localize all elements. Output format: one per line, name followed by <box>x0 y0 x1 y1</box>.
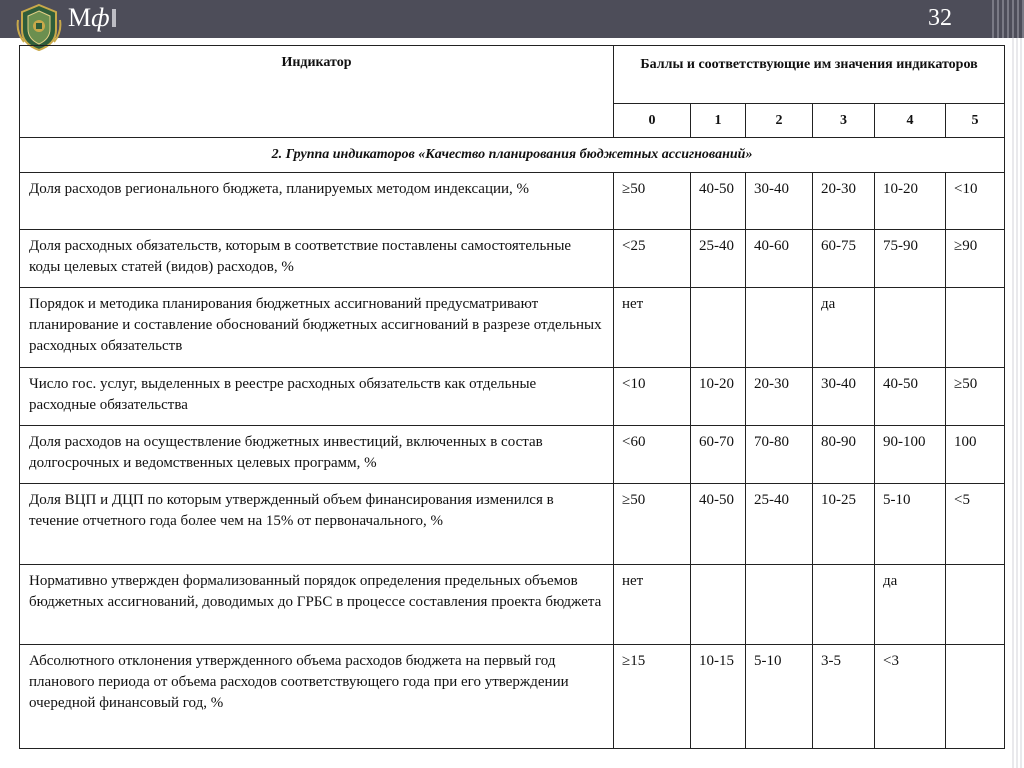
indicator-cell: Порядок и методика планирования бюджетных ассигнований предусматривают планирование и составление обоснований бюджетных ассигнований в разрезе отдельных расходных обязательств <box>20 288 614 368</box>
value-cell: <10 <box>946 173 1005 230</box>
table-row <box>20 426 1005 484</box>
value-cell: ≥50 <box>614 484 691 565</box>
value-cell: <5 <box>946 484 1005 565</box>
value-cell: 5-10 <box>746 645 813 749</box>
value-cell: 60-70 <box>691 426 746 484</box>
value-cell: 3-5 <box>813 645 875 749</box>
value-cell: 5-10 <box>875 484 946 565</box>
indicator-cell: Доля расходов на осуществление бюджетных инвестиций, включенных в состав долгосрочных и ведомственных целевых программ, % <box>20 426 614 484</box>
value-cell: 25-40 <box>746 484 813 565</box>
group-title: 2. Группа индикаторов «Качество планирования бюджетных ассигнований» <box>20 138 1005 173</box>
value-cell: ≥50 <box>614 173 691 230</box>
value-cell: 10-25 <box>813 484 875 565</box>
value-cell: да <box>813 288 875 368</box>
indicator-cell: Нормативно утвержден формализованный порядок определения предельных объемов бюджетных ассигнований, доводимых до ГРБС в процессе составления проекта бюджета <box>20 565 614 645</box>
value-cell <box>875 288 946 368</box>
value-cell <box>813 565 875 645</box>
score-header-1: 1 <box>691 104 746 138</box>
value-cell: 20-30 <box>746 368 813 426</box>
value-cell: 25-40 <box>691 230 746 288</box>
value-cell: ≥50 <box>946 368 1005 426</box>
value-cell: 20-30 <box>813 173 875 230</box>
value-cell: 100 <box>946 426 1005 484</box>
value-cell: 30-40 <box>746 173 813 230</box>
table-row <box>20 288 1005 368</box>
slide-number: 32 <box>928 5 952 31</box>
value-cell: 40-50 <box>691 173 746 230</box>
value-cell: 60-75 <box>813 230 875 288</box>
score-header-4: 4 <box>875 104 946 138</box>
value-cell: 40-50 <box>875 368 946 426</box>
score-header-5: 5 <box>946 104 1005 138</box>
indicator-cell: Доля расходов регионального бюджета, планируемых методом индексации, % <box>20 173 614 230</box>
indicator-table <box>19 45 1005 749</box>
value-cell: <25 <box>614 230 691 288</box>
table-row <box>20 173 1005 230</box>
ministry-logo-text: Мф <box>68 2 116 34</box>
slide-header <box>0 0 1024 38</box>
value-cell <box>946 645 1005 749</box>
score-header-0: 0 <box>614 104 691 138</box>
indicator-cell: Абсолютного отклонения утвержденного объема расходов бюджета на первый год планового периода от объема расходов соответствующего года при его утверждении очередной финансовый год, % <box>20 645 614 749</box>
indicator-cell: Число гос. услуг, выделенных в реестре расходных обязательств как отдельные расходные обязательства <box>20 368 614 426</box>
value-cell: 40-50 <box>691 484 746 565</box>
value-cell: 30-40 <box>813 368 875 426</box>
value-cell: нет <box>614 288 691 368</box>
value-cell: <10 <box>614 368 691 426</box>
indicator-cell: Доля ВЦП и ДЦП по которым утвержденный объем финансирования изменился в течение отчетного года более чем на 15% от первоначального, % <box>20 484 614 565</box>
score-header-2: 2 <box>746 104 813 138</box>
scores-column-header: Баллы и соответствующие им значения индикаторов <box>614 46 1005 104</box>
value-cell: нет <box>614 565 691 645</box>
table-row <box>20 484 1005 565</box>
value-cell: 90-100 <box>875 426 946 484</box>
value-cell: <60 <box>614 426 691 484</box>
value-cell: 10-20 <box>875 173 946 230</box>
value-cell <box>946 565 1005 645</box>
table-row <box>20 645 1005 749</box>
value-cell: <3 <box>875 645 946 749</box>
value-cell: ≥90 <box>946 230 1005 288</box>
value-cell: 70-80 <box>746 426 813 484</box>
value-cell <box>746 288 813 368</box>
side-decoration <box>1012 38 1024 768</box>
value-cell <box>691 288 746 368</box>
table-row <box>20 230 1005 288</box>
header-decoration <box>992 0 1024 38</box>
table-row <box>20 368 1005 426</box>
value-cell <box>946 288 1005 368</box>
value-cell: 80-90 <box>813 426 875 484</box>
indicator-column-header: Индикатор <box>20 46 614 138</box>
value-cell: 40-60 <box>746 230 813 288</box>
value-cell: 10-15 <box>691 645 746 749</box>
value-cell: ≥15 <box>614 645 691 749</box>
value-cell <box>746 565 813 645</box>
value-cell <box>691 565 746 645</box>
value-cell: 10-20 <box>691 368 746 426</box>
group-title-row <box>20 138 1005 173</box>
value-cell: 75-90 <box>875 230 946 288</box>
table-row <box>20 565 1005 645</box>
score-header-3: 3 <box>813 104 875 138</box>
indicator-cell: Доля расходных обязательств, которым в соответствие поставлены самостоятельные коды целевых статей (видов) расходов, % <box>20 230 614 288</box>
value-cell: да <box>875 565 946 645</box>
